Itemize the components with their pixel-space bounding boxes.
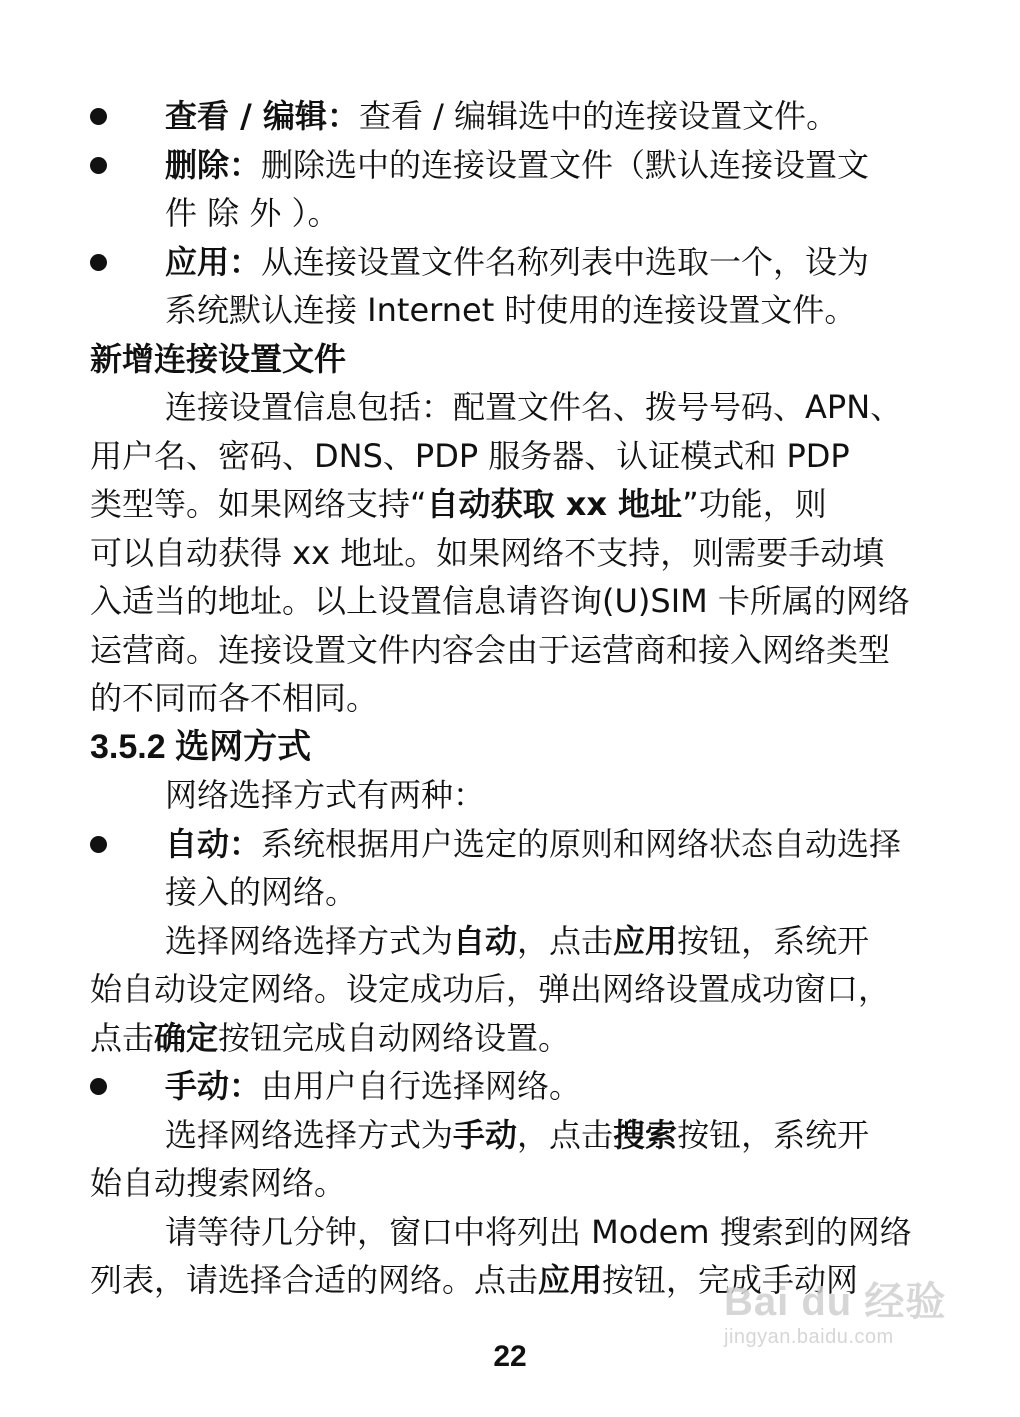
bullet-icon (90, 108, 107, 125)
text-segment: ，点击 (517, 1115, 614, 1154)
text-segment: 按钮，系统开 (677, 1115, 870, 1154)
term: 应用： (165, 242, 262, 281)
text-line (90, 1111, 932, 1160)
description: 查看 / 编辑选中的连接设置文件。 (358, 97, 839, 135)
text-line: 接入的网络。 (165, 873, 358, 911)
text-line: 运营商。连接设置文件内容会由于运营商和接入网络类型 (90, 630, 891, 669)
text-segment: 按钮，完成手动网 (602, 1261, 859, 1299)
list-item (90, 1062, 932, 1111)
list-item (90, 238, 932, 287)
text-line (90, 1014, 932, 1063)
text-line: 系统默认连接 Internet 时使用的连接设置文件。 (165, 291, 857, 329)
bullet-icon (90, 1078, 107, 1095)
text-line (90, 480, 932, 529)
term: 删除： (165, 145, 262, 184)
term: 手动： (165, 1067, 262, 1105)
text-line: 连接设置信息包括：配置文件名、拨号号码、APN、 (165, 388, 903, 426)
emphasis-text: 自动 (453, 921, 518, 960)
description: 由用户自行选择网络。 (261, 1067, 582, 1105)
document-body (90, 92, 932, 1305)
watermark-logo: Bai du 经验 (724, 1280, 947, 1324)
list-item (90, 820, 932, 869)
bullet-icon (90, 157, 107, 174)
text-line: 入适当的地址。以上设置信息请咨询(U)SIM 卡所属的网络 (90, 582, 910, 620)
emphasis-text: 应用 (538, 1261, 603, 1299)
text-segment: 列表，请选择合适的网络。点击 (90, 1261, 539, 1299)
text-segment: 点击 (90, 1018, 155, 1057)
text-line: 请等待几分钟，窗口中将列出 Modem 搜索到的网络 (165, 1212, 912, 1251)
page-number: 22 (493, 1340, 527, 1373)
text-line: 始自动设定网络。设定成功后，弹出网络设置成功窗口， (90, 970, 891, 1008)
text-line: 用户名、密码、DNS、PDP 服务器、认证模式和 PDP (90, 436, 850, 475)
emphasis-text: 应用 (613, 921, 678, 960)
text-segment: 选择网络选择方式为 (165, 1115, 454, 1154)
text-segment: 按钮完成自动网络设置。 (218, 1018, 571, 1057)
text-line: 可以自动获得 xx 地址。如果网络不支持，则需要手动填 (90, 533, 885, 572)
description: 系统根据用户选定的原则和网络状态自动选择 (261, 824, 902, 863)
list-item (90, 141, 932, 190)
term: 查看 / 编辑： (165, 97, 359, 135)
text-line: 件 除 外 ）。 (165, 194, 340, 232)
emphasis-text: 自动获取 xx 地址 (426, 485, 683, 523)
term: 自动： (165, 824, 262, 863)
text-segment: 选择网络选择方式为 (165, 921, 454, 960)
text-segment: 类型等。如果网络支持“ (90, 485, 427, 523)
text-segment: 按钮，系统开 (677, 921, 870, 960)
bullet-icon (90, 836, 107, 853)
text-line (90, 917, 932, 966)
description: 删除选中的连接设置文件（默认连接设置文 (261, 145, 870, 184)
watermark-url: jingyan.baidu.com (724, 1326, 894, 1348)
emphasis-text: 搜索 (613, 1115, 678, 1154)
subheading: 新增连接设置文件 (90, 339, 347, 378)
emphasis-text: 确定 (154, 1018, 219, 1057)
text-line: 始自动搜索网络。 (90, 1164, 347, 1202)
text-line: 的不同而各不相同。 (90, 679, 379, 717)
description: 从连接设置文件名称列表中选取一个，设为 (261, 242, 870, 281)
section-heading: 3.5.2 选网方式 (90, 727, 312, 766)
bullet-icon (90, 254, 107, 271)
list-item (90, 92, 932, 141)
text-segment: ”功能，则 (682, 485, 827, 523)
emphasis-text: 手动 (453, 1115, 518, 1154)
text-segment: ，点击 (517, 921, 614, 960)
text-line: 网络选择方式有两种： (165, 776, 486, 814)
